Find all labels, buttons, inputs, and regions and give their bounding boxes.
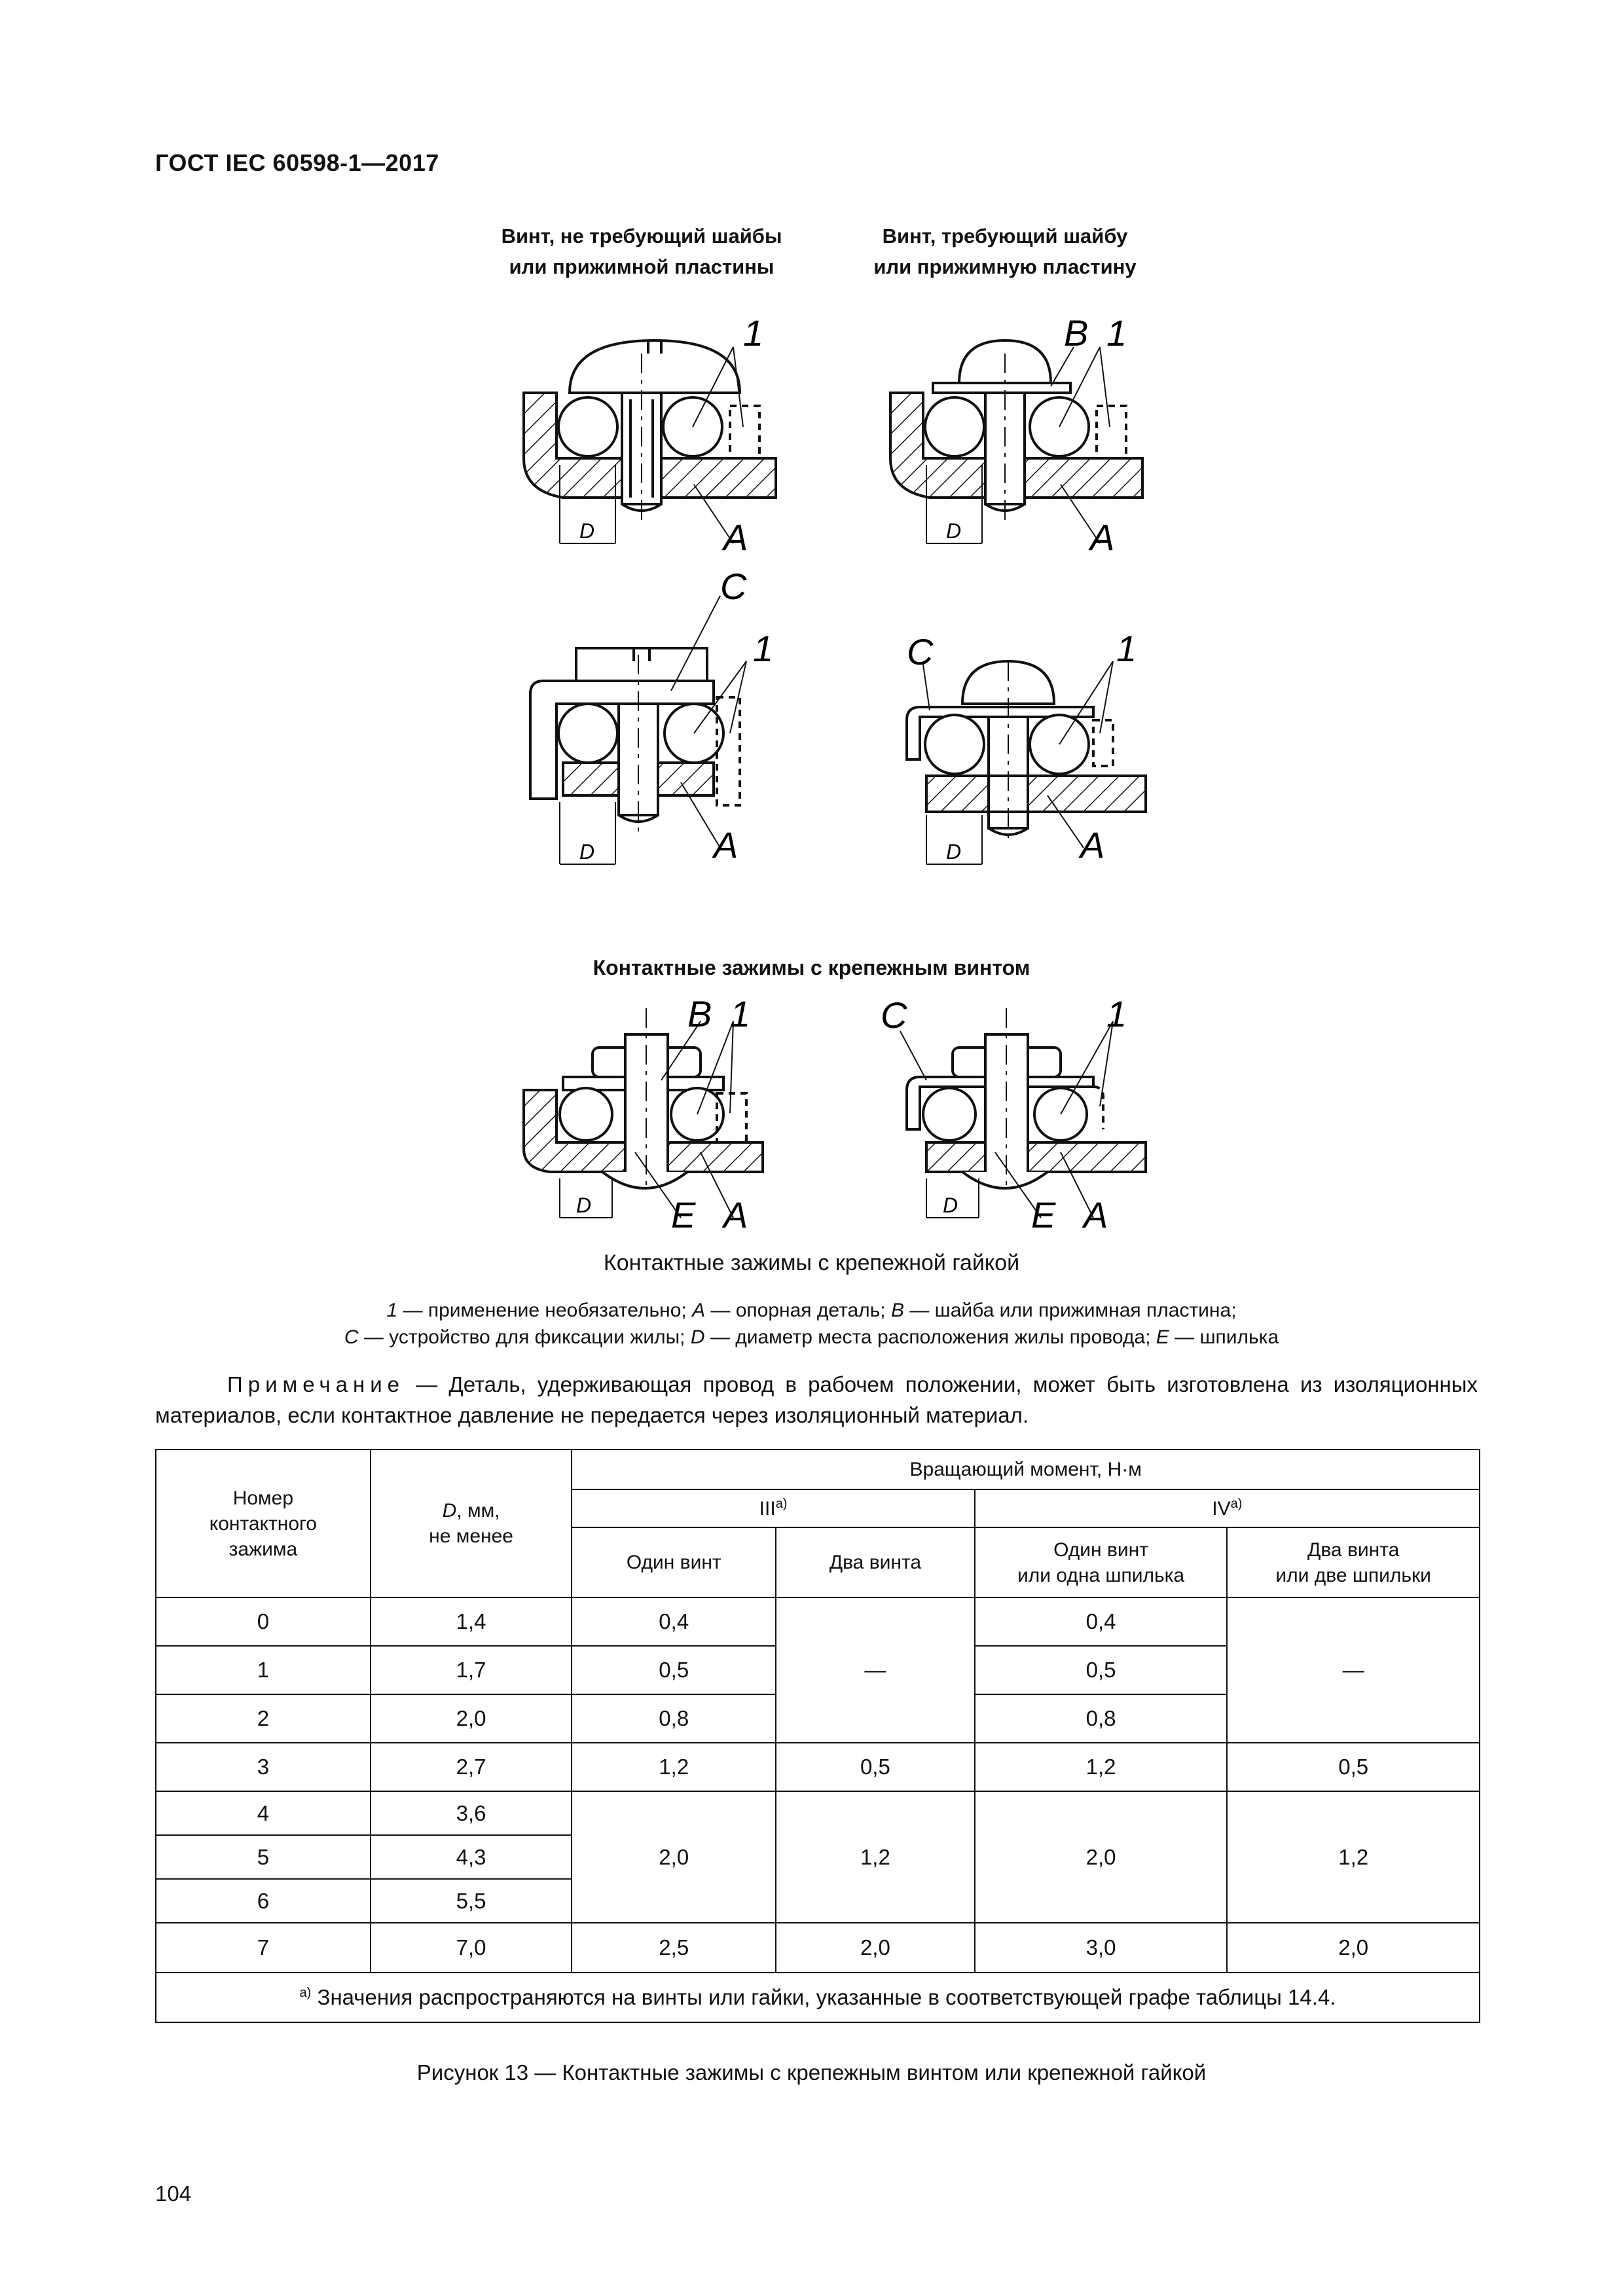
cell-number: 1 <box>156 1646 371 1694</box>
cell-iv-two-dash: — <box>1227 1597 1480 1743</box>
label-e-br: E <box>1031 1194 1056 1235</box>
legend-text: — устройство для фиксации жилы; <box>358 1326 691 1348</box>
header-text: зажима <box>228 1538 298 1560</box>
note-paragraph <box>155 1370 1478 1431</box>
cell-iv-two-merged: 1,2 <box>1227 1791 1480 1923</box>
drawing-hook-clamp-screw <box>907 661 1146 864</box>
header-text: не менее <box>429 1525 513 1547</box>
cell-number: 3 <box>156 1743 371 1791</box>
label-d-tr: D <box>946 519 962 543</box>
cell-iii-two-merged: 1,2 <box>776 1791 975 1923</box>
label-1-tr: 1 <box>1106 312 1127 354</box>
header-diameter <box>371 1449 572 1597</box>
label-e-bl: E <box>671 1194 696 1235</box>
legend-text: — шайба или прижимная пластина; <box>903 1300 1237 1321</box>
cell-iv-one: 3,0 <box>975 1923 1228 1973</box>
legend-key: D <box>690 1326 705 1348</box>
header-text: контактного <box>209 1512 317 1535</box>
left-caption-line-2: или прижимной пластины <box>509 255 775 278</box>
header-text: , мм, <box>456 1500 500 1522</box>
header-text: D <box>442 1500 457 1522</box>
cell-iii-one-merged: 2,0 <box>572 1791 776 1923</box>
cell-number: 6 <box>156 1879 371 1923</box>
legend-key: A <box>692 1300 706 1321</box>
table-footnote <box>156 1973 1480 2022</box>
cell-d: 7,0 <box>371 1923 572 1973</box>
cell-d: 1,4 <box>371 1597 572 1646</box>
header-text: Номер <box>232 1487 294 1509</box>
header-text: Один винт <box>1053 1539 1148 1561</box>
header-text: или одна шпилька <box>1017 1564 1185 1586</box>
label-a-mr: A <box>1080 824 1105 866</box>
label-d-br: D <box>943 1194 958 1217</box>
label-c-br: C <box>881 994 907 1036</box>
drawing-nut-washer <box>524 1008 763 1218</box>
label-1-tl: 1 <box>743 312 764 354</box>
cell-d: 3,6 <box>371 1791 572 1835</box>
label-1-bl: 1 <box>730 993 751 1034</box>
header-one-screw-stud <box>975 1527 1228 1597</box>
nut-terminals-title: Контактные зажимы с крепежной гайкой <box>603 1250 1020 1275</box>
legend-text: — опорная деталь; <box>705 1300 891 1321</box>
legend-key: C <box>344 1326 359 1348</box>
cell-number: 0 <box>156 1597 371 1646</box>
label-d-tl: D <box>579 519 595 543</box>
label-c-mr: C <box>907 631 934 672</box>
table-footnote-row <box>156 1973 1480 2022</box>
label-d-mr: D <box>946 840 962 864</box>
label-c-ml: C <box>720 566 747 607</box>
cell-d: 5,5 <box>371 1879 572 1923</box>
label-a-br: A <box>1084 1194 1108 1235</box>
table-row <box>156 1923 1480 1973</box>
cell-iii-two: 0,5 <box>776 1743 975 1791</box>
cell-d: 2,7 <box>371 1743 572 1791</box>
cell-iii-one: 0,4 <box>572 1597 776 1646</box>
cell-iii-one: 0,5 <box>572 1646 776 1694</box>
cell-d: 2,0 <box>371 1694 572 1743</box>
cell-number: 5 <box>156 1835 371 1879</box>
table-row <box>156 1597 1480 1646</box>
cell-d: 4,3 <box>371 1835 572 1879</box>
legend-key: E <box>1156 1326 1169 1348</box>
header-two-screws-studs <box>1227 1527 1480 1597</box>
cell-iv-two: 0,5 <box>1227 1743 1480 1791</box>
note-text: — Деталь, удерживающая провод в рабочем положении, может быть изготовлена из изоляционных материалов, если контактное давление не передается через изоляционный материал. <box>155 1372 1478 1427</box>
page-number: 104 <box>155 2181 192 2206</box>
legend-text: — применение необязательно; <box>397 1300 693 1321</box>
header-text: III <box>759 1498 776 1520</box>
footnote-ref: a) <box>1230 1497 1243 1511</box>
cell-number: 4 <box>156 1791 371 1835</box>
legend-line-2 <box>0 1324 1623 1351</box>
legend-key: 1 <box>386 1300 398 1321</box>
header-two-screws: Два винта <box>776 1527 975 1597</box>
cell-d: 1,7 <box>371 1646 572 1694</box>
cell-iv-two: 2,0 <box>1227 1923 1480 1973</box>
label-1-mr: 1 <box>1116 628 1137 669</box>
cell-iii-one: 0,8 <box>572 1694 776 1743</box>
torque-table <box>155 1449 1480 2023</box>
screw-terminals-title: Контактные зажимы с крепежным винтом <box>593 956 1030 979</box>
header-terminal-number <box>156 1449 371 1597</box>
header-text: Два винта <box>1307 1539 1400 1561</box>
header-col-iv <box>975 1489 1480 1527</box>
label-a-tr: A <box>1090 517 1115 558</box>
cell-iii-two-dash: — <box>776 1597 975 1743</box>
document-header: ГОСТ IEC 60598-1—2017 <box>155 149 439 176</box>
header-one-screw: Один винт <box>572 1527 776 1597</box>
footnote-mark: а) <box>299 1986 312 2000</box>
figure-caption: Рисунок 13 — Контактные зажимы с крепежным винтом или крепежной гайкой <box>416 2060 1207 2085</box>
cell-iv-one: 0,8 <box>975 1694 1228 1743</box>
figure-legend <box>0 1298 1623 1351</box>
drawing-screw-no-washer <box>524 340 776 543</box>
legend-text: — диаметр места расположения жилы провода; <box>704 1326 1156 1348</box>
cell-iv-one: 1,2 <box>975 1743 1228 1791</box>
label-1-ml: 1 <box>753 628 774 669</box>
legend-text: — шпилька <box>1169 1326 1279 1348</box>
label-a-bl: A <box>723 1194 748 1235</box>
label-d-bl: D <box>576 1194 592 1217</box>
label-a-ml: A <box>714 824 739 866</box>
drawing-nut-hook-clamp <box>900 1008 1146 1218</box>
cell-iii-one: 1,2 <box>572 1743 776 1791</box>
header-text: IV <box>1212 1498 1231 1520</box>
drawing-screw-with-washer <box>890 340 1142 543</box>
right-caption-line-1: Винт, требующий шайбу <box>882 225 1128 247</box>
label-a-tl: A <box>723 517 748 558</box>
footnote-ref: a) <box>775 1497 788 1511</box>
label-d-ml: D <box>579 840 595 864</box>
label-b-tr: B <box>1064 312 1089 354</box>
left-caption-line-1: Винт, не требующий шайбы <box>501 225 782 247</box>
cell-iv-one: 0,5 <box>975 1646 1228 1694</box>
cell-number: 7 <box>156 1923 371 1973</box>
cell-iv-one-merged: 2,0 <box>975 1791 1228 1923</box>
table-row <box>156 1743 1480 1791</box>
header-torque: Вращающий момент, Н·м <box>572 1449 1480 1489</box>
legend-key: B <box>890 1300 904 1321</box>
cell-iii-two: 2,0 <box>776 1923 975 1973</box>
cell-number: 2 <box>156 1694 371 1743</box>
label-1-br: 1 <box>1106 993 1127 1034</box>
cell-iv-one: 0,4 <box>975 1597 1228 1646</box>
footnote-text: Значения распространяются на винты или гайки, указанные в соответствующей графе таблицы 14.4. <box>311 1985 1336 2009</box>
note-lead: Примечание <box>227 1372 405 1396</box>
header-col-iii <box>572 1489 974 1527</box>
table-row <box>156 1791 1480 1835</box>
legend-line-1 <box>0 1298 1623 1324</box>
right-caption-line-2: или прижимную пластину <box>873 255 1137 278</box>
header-text: или две шпильки <box>1275 1564 1431 1586</box>
cell-iii-one: 2,5 <box>572 1923 776 1973</box>
label-b-bl: B <box>687 993 712 1034</box>
